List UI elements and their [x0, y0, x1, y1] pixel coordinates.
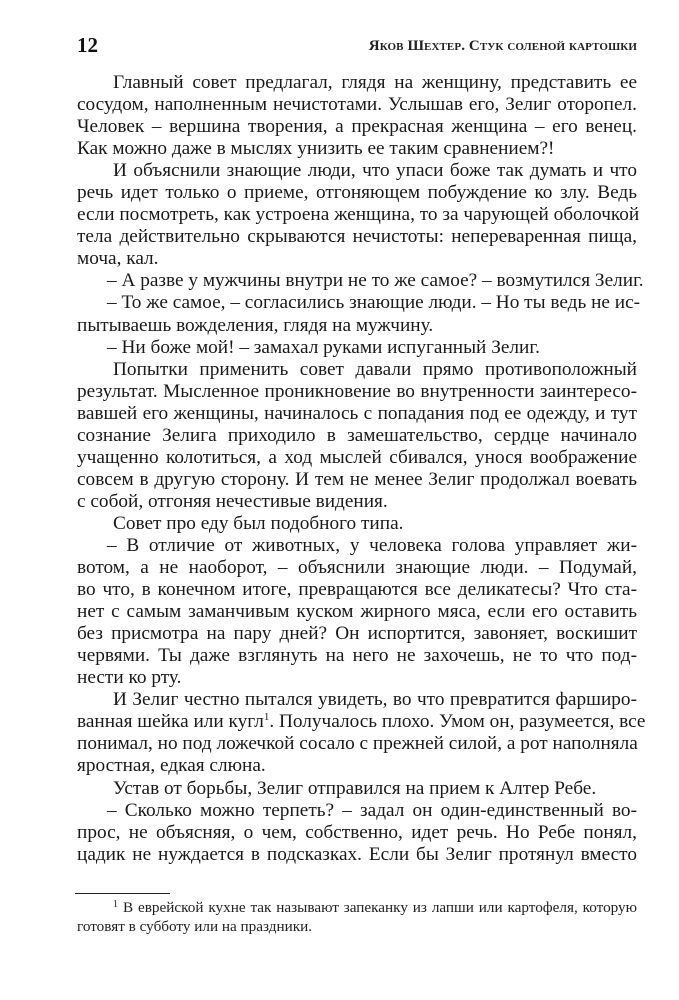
text-line: Устав от борьбы, Зелиг отправился на прием к Алтер Ребе.	[113, 777, 597, 799]
text-line-with-footnote	[77, 711, 646, 733]
text-line: если посмотреть, как устроена женщина, то за чарующей оболочкой	[77, 204, 640, 226]
text-line: речь идет только о приеме, отгоняющем побуждение ко злу. Ведь	[77, 182, 637, 204]
text-line: во что, в конечном итоге, превращаются все деликатесы? Что ста-	[77, 579, 637, 601]
running-title: Яков Шехтер. Стук соленой картошки	[368, 38, 637, 54]
text-line: без присмотра на пару дней? Он испортится, завоняет, воскишит	[77, 623, 637, 645]
text-line: Совет про еду был подобного типа.	[113, 512, 404, 534]
text-line: пытываешь вожделения, глядя на мужчину.	[77, 314, 434, 336]
text-line: цадик не нуждается в подсказках. Если бы Зелиг протянул вместо	[77, 843, 637, 865]
dialogue-line: – А разве у мужчины внутри не то же самое? – возмутился Зелиг.	[107, 270, 644, 292]
text-line: моча, кал.	[77, 248, 159, 270]
text-line: учащенно колотиться, а ход мыслей сбивался, унося воображение	[77, 446, 637, 468]
text-line: понимал, но под ложечкой сосало с прежней силой, а рот наполняла	[77, 733, 638, 755]
text-line: нести ко рту.	[77, 667, 182, 689]
footnote-divider	[75, 893, 170, 894]
footnote-reference[interactable]: 1	[263, 711, 270, 724]
text-line: Главный совет предлагал, глядя на женщину, представить ее	[113, 72, 637, 93]
text-line: И объяснили знающие люди, что упаси боже так думать и что	[113, 160, 637, 182]
text-line: прос, не объясняя, о чем, собственно, идет речь. Но Ребе понял,	[77, 821, 637, 843]
text-line: Попытки применить совет давали прямо противоположный	[113, 358, 637, 380]
text-line: результат. Мысленное проникновение во внутренности заинтересо-	[77, 380, 637, 402]
footnote-line	[77, 898, 637, 917]
text-line: тела действительно скрываются нечистоты: непереваренная пища,	[77, 226, 637, 248]
text-line: сосудом, наполненным нечистотами. Услышав его, Зелиг оторопел.	[77, 94, 637, 116]
footnote-text: В еврейской кухне так называют запеканку из лапши или картофеля, которую	[123, 899, 637, 916]
page-number: 12	[77, 33, 98, 57]
footnote-line: готовят в субботу или на праздники.	[77, 918, 313, 935]
running-head	[77, 33, 637, 57]
text-line: с собой, отгоняя нечестивые видения.	[77, 490, 388, 512]
text-line: совсем в другую сторону. И тем не менее Зелиг продолжал воевать	[77, 468, 637, 490]
text-line: Человек – вершина творения, а прекрасная женщина – его венец.	[77, 116, 637, 138]
text-line: Как можно даже в мыслях унизить ее таким сравнением?!	[77, 138, 555, 160]
footnotes	[77, 898, 637, 936]
text-line: яростная, едкая слюна.	[77, 755, 266, 777]
text-line: сознание Зелига приходило в замешательство, сердце начинало	[77, 424, 637, 446]
footnote-mark: 1	[113, 899, 118, 910]
dialogue-line: – То же самое, – согласились знающие люди. – Но ты ведь не ис-	[107, 292, 641, 314]
text-line: нет с самым заманчивым куском жирного мяса, если его оставить	[77, 601, 637, 623]
dialogue-line: – В отличие от животных, у человека голова управляет жи-	[107, 534, 637, 556]
text-line: вавшей его женщины, начиналось с попадания под ее одежду, и тут	[77, 402, 637, 424]
text-line: вотом, а не наоборот, – объяснили знающие люди. – Подумай,	[77, 557, 637, 579]
body-text	[77, 72, 646, 866]
text-fragment: ванная шейка или кугл	[77, 711, 264, 733]
text-line: червями. Ты даже взглянуть на него не захочешь, не то что под-	[77, 645, 637, 667]
text-line: И Зелиг честно пытался увидеть, во что превратится фарширо-	[113, 689, 637, 711]
text-fragment: . Получалось плохо. Умом он, разумеется, все	[269, 711, 646, 733]
dialogue-line: – Ни боже мой! – замахал руками испуганный Зелиг.	[107, 336, 540, 358]
dialogue-line: – Сколько можно терпеть? – задал он один-единственный во-	[107, 799, 637, 821]
